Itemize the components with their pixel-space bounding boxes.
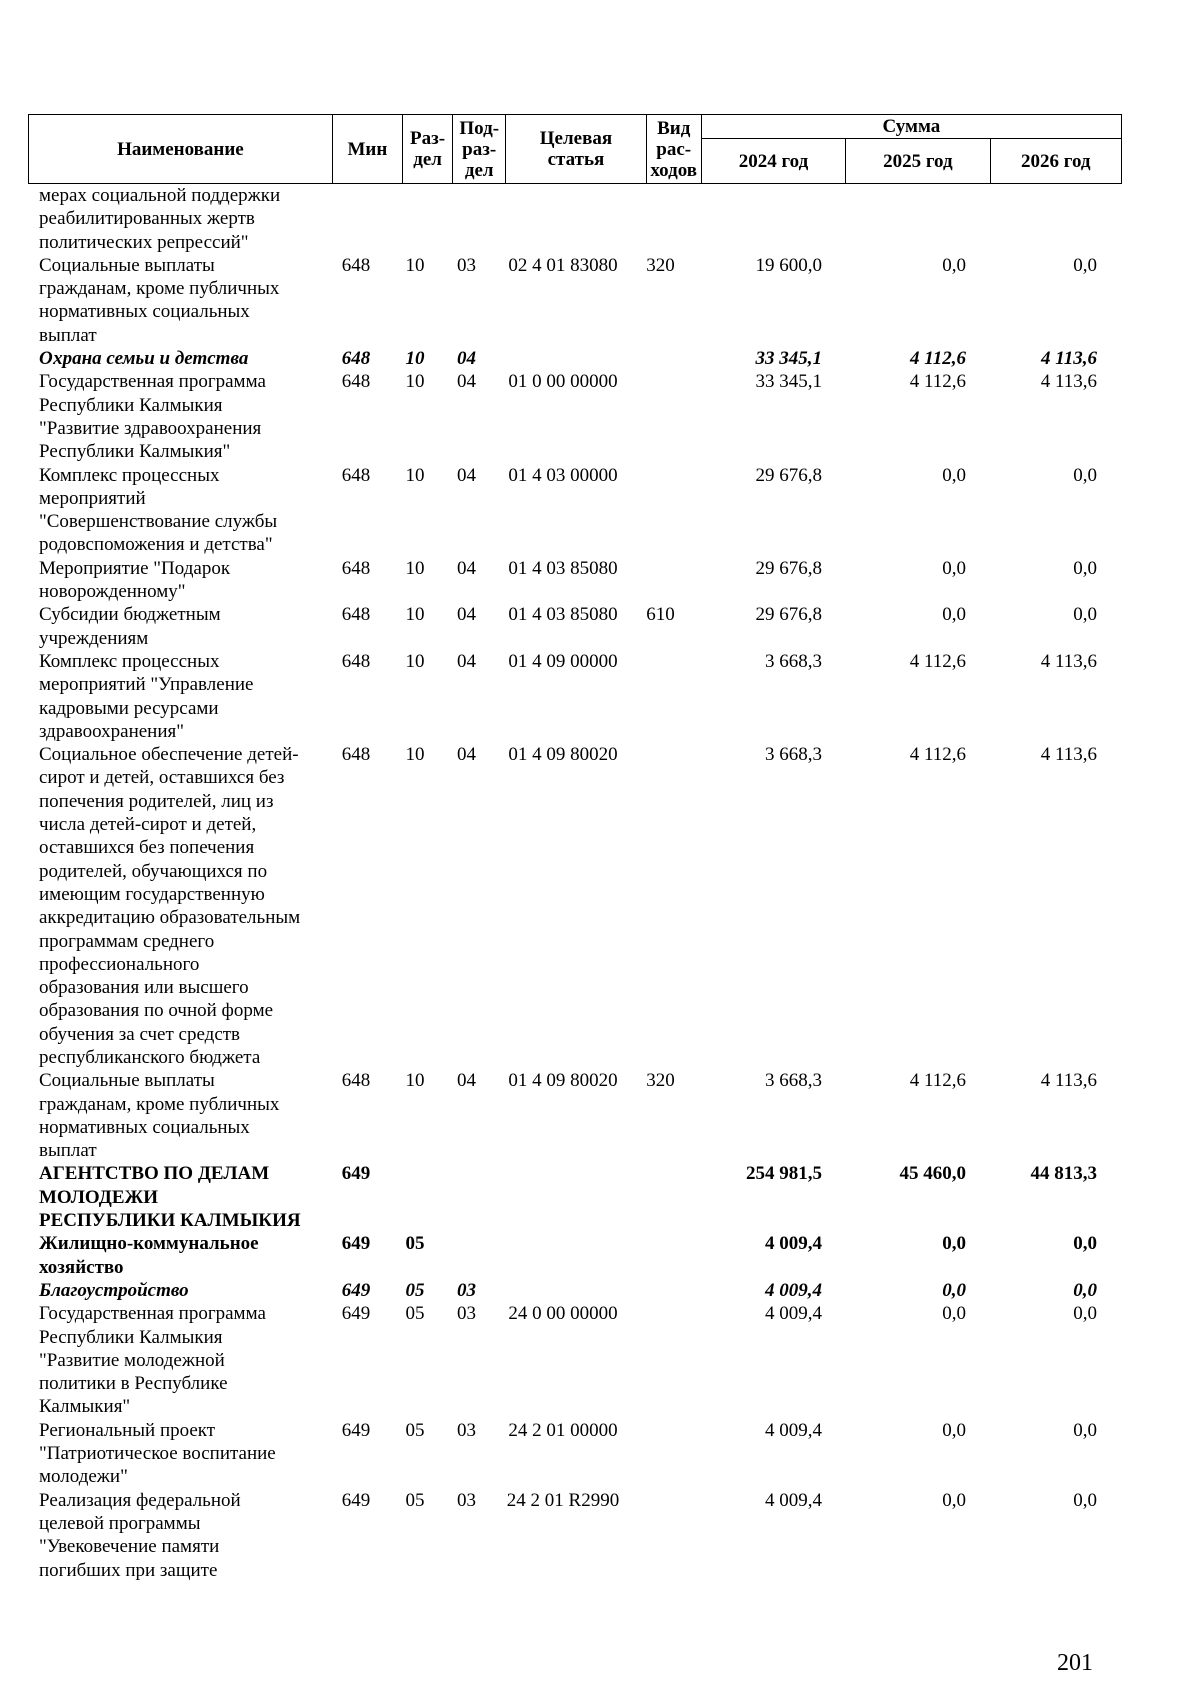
cell-podrazdel: 03 xyxy=(457,1489,476,1511)
cell-s2025: 0,0 xyxy=(942,1303,966,1325)
cell-name-line: программам среднего xyxy=(39,930,215,952)
cell-name-line: обучения за счет средств xyxy=(39,1023,241,1045)
cell-name xyxy=(28,184,320,254)
table-row xyxy=(28,1232,1122,1279)
cell-vid xyxy=(633,347,688,370)
cell-name-line: гражданам, кроме публичных xyxy=(39,278,280,300)
cell-s2024: 29 676,8 xyxy=(755,604,822,626)
cell-name-line: Государственная программа xyxy=(39,371,266,393)
cell-vid xyxy=(633,557,688,604)
cell-celevaya: 24 2 01 R2990 xyxy=(506,1489,620,1511)
cell-s2025: 0,0 xyxy=(942,1279,966,1301)
cell-s2026: 0,0 xyxy=(1073,557,1097,579)
cell-name-line: Комплекс процессных xyxy=(39,650,220,672)
cell-s2025: 4 112,6 xyxy=(909,1070,966,1092)
cell-min: 648 xyxy=(341,464,371,486)
table-row xyxy=(28,254,1122,347)
cell-s2026: 0,0 xyxy=(1073,464,1097,486)
cell-razdel: 05 xyxy=(405,1279,425,1301)
cell-s2026: 0,0 xyxy=(1073,1233,1097,1255)
cell-name xyxy=(28,1232,320,1279)
cell-podrazdel xyxy=(440,1162,493,1232)
cell-s2024: 3 668,3 xyxy=(765,1070,822,1092)
cell-name-line: Социальные выплаты xyxy=(39,254,215,276)
cell-s2024: 4 009,4 xyxy=(765,1419,822,1441)
cell-name xyxy=(28,1279,320,1302)
cell-s2024: 29 676,8 xyxy=(755,557,822,579)
cell-celevaya: 01 4 09 80020 xyxy=(508,744,618,766)
cell-name-line: политических репрессий" xyxy=(39,231,249,253)
cell-name-line: Охрана семьи и детства xyxy=(39,348,249,370)
cell-podrazdel: 03 xyxy=(457,1279,476,1301)
cell-name-line: Комплекс процессных xyxy=(39,464,220,486)
cell-s2026: 0,0 xyxy=(1073,604,1097,626)
header-name: Наименование xyxy=(29,115,333,184)
cell-name-line: новорожденному" xyxy=(39,581,186,603)
cell-vid xyxy=(633,650,688,743)
cell-name-line: Реализация федеральной xyxy=(39,1489,241,1511)
table-row xyxy=(28,1069,1122,1162)
cell-name-line: погибших при защите xyxy=(39,1559,218,1581)
cell-name-line: молодежи" xyxy=(39,1466,128,1488)
table-row xyxy=(28,370,1122,463)
cell-name xyxy=(28,650,320,743)
table-row xyxy=(28,603,1122,650)
cell-s2026: 4 113,6 xyxy=(1040,650,1097,672)
cell-vid xyxy=(633,1279,688,1302)
cell-name-line: мерах социальной поддержки xyxy=(39,185,281,206)
cell-name-line: имеющим государственную xyxy=(39,883,265,905)
table-row xyxy=(28,1279,1122,1302)
cell-name-line: попечения родителей, лиц из xyxy=(39,790,274,812)
cell-razdel xyxy=(390,1162,440,1232)
cell-s2025: 4 112,6 xyxy=(909,744,966,766)
cell-razdel: 10 xyxy=(405,348,425,370)
table-row xyxy=(28,464,1122,557)
cell-name-line: выплат xyxy=(39,1140,97,1162)
cell-name-line: кадровыми ресурсами xyxy=(39,697,219,719)
header-year-2025: 2025 год xyxy=(846,139,990,184)
table-row xyxy=(28,184,1122,254)
cell-vid xyxy=(633,464,688,557)
cell-celevaya: 24 0 00 00000 xyxy=(508,1303,618,1325)
cell-celevaya: 01 4 09 80020 xyxy=(508,1070,618,1092)
budget-table xyxy=(28,114,1122,1582)
cell-razdel xyxy=(390,184,440,254)
cell-s2025: 0,0 xyxy=(942,1233,966,1255)
cell-name-line: профессионального xyxy=(39,953,200,975)
cell-s2024: 4 009,4 xyxy=(765,1489,822,1511)
cell-name-line: целевой программы xyxy=(39,1512,201,1534)
cell-min xyxy=(320,184,390,254)
cell-s2024: 19 600,0 xyxy=(755,254,822,276)
cell-name-line: МОЛОДЕЖИ xyxy=(39,1186,159,1208)
header-razdel: Раз- дел xyxy=(403,115,453,184)
cell-s2025: 0,0 xyxy=(942,557,966,579)
cell-celevaya xyxy=(493,184,633,254)
cell-podrazdel: 04 xyxy=(457,348,476,370)
cell-name-line: Мероприятие "Подарок xyxy=(39,557,231,579)
cell-name-line: здравоохранения" xyxy=(39,720,184,742)
cell-s2025: 0,0 xyxy=(942,254,966,276)
cell-vid xyxy=(633,184,688,254)
cell-name xyxy=(28,1302,320,1418)
cell-razdel: 05 xyxy=(405,1419,425,1441)
cell-razdel: 10 xyxy=(405,744,425,766)
cell-celevaya xyxy=(493,1232,633,1279)
cell-name xyxy=(28,557,320,604)
cell-min: 649 xyxy=(341,1163,371,1185)
cell-podrazdel: 03 xyxy=(457,1419,476,1441)
cell-name-line: мероприятий "Управление xyxy=(39,674,254,696)
header-vid: Вид рас- ходов xyxy=(646,115,701,184)
cell-s2024: 29 676,8 xyxy=(755,464,822,486)
cell-s2024: 33 345,1 xyxy=(755,371,822,393)
cell-min: 649 xyxy=(341,1233,371,1255)
cell-vid xyxy=(633,1302,688,1418)
cell-podrazdel: 03 xyxy=(457,1303,476,1325)
cell-name-line: Республики Калмыкия xyxy=(39,1326,223,1348)
cell-min: 648 xyxy=(341,371,371,393)
cell-name-line: родителей, обучающихся по xyxy=(39,860,268,882)
cell-razdel: 10 xyxy=(405,604,425,626)
cell-s2026: 0,0 xyxy=(1073,1303,1097,1325)
cell-celevaya xyxy=(493,1162,633,1232)
cell-name-line: Социальные выплаты xyxy=(39,1070,215,1092)
cell-name-line: "Совершенствование службы xyxy=(39,511,278,533)
cell-s2025: 0,0 xyxy=(942,604,966,626)
cell-s2024 xyxy=(688,184,832,254)
page-number: 201 xyxy=(1057,1650,1093,1676)
cell-razdel: 10 xyxy=(405,557,425,579)
cell-razdel: 05 xyxy=(405,1233,425,1255)
cell-celevaya: 02 4 01 83080 xyxy=(508,254,618,276)
cell-vid xyxy=(633,1232,688,1279)
cell-s2026 xyxy=(976,184,1107,254)
cell-min: 648 xyxy=(341,1070,371,1092)
cell-s2025: 0,0 xyxy=(942,1419,966,1441)
cell-name-line: аккредитацию образовательным xyxy=(39,907,301,929)
cell-s2025: 4 112,6 xyxy=(909,371,966,393)
cell-podrazdel: 04 xyxy=(457,371,476,393)
cell-razdel: 10 xyxy=(405,371,425,393)
cell-vid xyxy=(633,1489,688,1582)
cell-podrazdel: 04 xyxy=(457,464,476,486)
cell-name-line: Субсидии бюджетным xyxy=(39,604,221,626)
cell-name-line: Благоустройство xyxy=(39,1279,189,1301)
cell-vid: 320 xyxy=(646,1070,675,1092)
cell-podrazdel xyxy=(440,1232,493,1279)
cell-vid xyxy=(633,743,688,1069)
cell-s2026: 0,0 xyxy=(1073,1279,1097,1301)
cell-s2026: 0,0 xyxy=(1073,1419,1097,1441)
cell-name-line: Региональный проект xyxy=(39,1419,216,1441)
cell-celevaya xyxy=(493,347,633,370)
header-podrazdel: Под- раз- дел xyxy=(453,115,506,184)
table-row xyxy=(28,650,1122,743)
cell-razdel: 10 xyxy=(405,650,425,672)
cell-name-line: "Развитие молодежной xyxy=(39,1349,225,1371)
cell-min: 648 xyxy=(341,557,371,579)
cell-min: 648 xyxy=(341,254,371,276)
cell-name-line: оставшихся без попечения xyxy=(39,837,255,859)
cell-name-line: АГЕНТСТВО ПО ДЕЛАМ xyxy=(39,1163,270,1185)
cell-celevaya xyxy=(493,1279,633,1302)
cell-name-line: Республики Калмыкия xyxy=(39,394,223,416)
cell-name-line: образования или высшего xyxy=(39,977,249,999)
cell-razdel: 10 xyxy=(405,254,425,276)
cell-s2026: 0,0 xyxy=(1073,254,1097,276)
cell-celevaya: 01 4 03 85080 xyxy=(508,557,618,579)
cell-name-line: реабилитированных жертв xyxy=(39,208,255,230)
cell-name-line: учреждениям xyxy=(39,627,149,649)
cell-s2026: 44 813,3 xyxy=(1030,1163,1097,1185)
cell-name-line: "Развитие здравоохранения xyxy=(39,417,262,439)
cell-min: 648 xyxy=(341,744,371,766)
cell-vid: 320 xyxy=(646,254,675,276)
cell-name-line: сирот и детей, оставшихся без xyxy=(39,767,285,789)
cell-name-line: политики в Республике xyxy=(39,1373,228,1395)
cell-name-line: нормативных социальных xyxy=(39,1116,250,1138)
cell-s2025: 45 460,0 xyxy=(899,1163,966,1185)
cell-vid xyxy=(633,370,688,463)
cell-s2026: 4 113,6 xyxy=(1040,1070,1097,1092)
cell-name-line: Республики Калмыкия" xyxy=(39,441,231,463)
cell-podrazdel: 04 xyxy=(457,1070,476,1092)
cell-name-line: мероприятий xyxy=(39,487,146,509)
cell-razdel: 10 xyxy=(405,464,425,486)
cell-s2024: 4 009,4 xyxy=(765,1303,822,1325)
cell-name-line: республиканского бюджета xyxy=(39,1046,261,1068)
cell-name xyxy=(28,603,320,650)
cell-celevaya: 01 0 00 00000 xyxy=(508,371,618,393)
cell-min: 648 xyxy=(341,604,371,626)
cell-s2025: 4 112,6 xyxy=(910,348,966,370)
cell-s2025: 0,0 xyxy=(942,1489,966,1511)
cell-podrazdel: 03 xyxy=(457,254,476,276)
cell-razdel: 05 xyxy=(405,1303,425,1325)
cell-name-line: образования по очной форме xyxy=(39,1000,274,1022)
cell-name-line: числа детей-сирот и детей, xyxy=(39,814,257,836)
cell-podrazdel: 04 xyxy=(457,650,476,672)
cell-name xyxy=(28,1489,320,1582)
cell-name xyxy=(28,743,320,1069)
cell-podrazdel xyxy=(440,184,493,254)
cell-s2026: 4 113,6 xyxy=(1041,348,1097,370)
table-row xyxy=(28,347,1122,370)
cell-min: 649 xyxy=(341,1279,371,1301)
cell-s2025: 0,0 xyxy=(942,464,966,486)
cell-name-line: хозяйство xyxy=(39,1256,124,1278)
cell-podrazdel: 04 xyxy=(457,557,476,579)
cell-min: 649 xyxy=(341,1419,371,1441)
header-min: Мин xyxy=(332,115,402,184)
cell-name-line: Государственная программа xyxy=(39,1303,266,1325)
cell-name xyxy=(28,464,320,557)
cell-vid: 610 xyxy=(646,604,675,626)
table-row xyxy=(28,1419,1122,1489)
table-row xyxy=(28,1162,1122,1232)
header-celevaya: Целевая статья xyxy=(506,115,646,184)
cell-s2026: 0,0 xyxy=(1073,1489,1097,1511)
cell-s2026: 4 113,6 xyxy=(1040,744,1097,766)
cell-name xyxy=(28,254,320,347)
cell-name xyxy=(28,1162,320,1232)
cell-celevaya: 24 2 01 00000 xyxy=(508,1419,618,1441)
cell-name-line: выплат xyxy=(39,324,97,346)
table-row xyxy=(28,1302,1122,1418)
cell-name-line: родовспоможения и детства" xyxy=(39,534,273,556)
cell-s2024: 33 345,1 xyxy=(755,348,822,370)
cell-celevaya: 01 4 03 85080 xyxy=(508,604,618,626)
cell-razdel: 10 xyxy=(405,1070,425,1092)
cell-name-line: Калмыкия" xyxy=(39,1396,131,1418)
cell-name-line: гражданам, кроме публичных xyxy=(39,1093,280,1115)
header-year-2024: 2024 год xyxy=(701,139,845,184)
cell-celevaya: 01 4 03 00000 xyxy=(508,464,618,486)
cell-min: 649 xyxy=(341,1303,371,1325)
cell-name xyxy=(28,1419,320,1489)
cell-min: 648 xyxy=(341,348,371,370)
cell-s2024: 3 668,3 xyxy=(765,744,822,766)
cell-name-line: Жилищно-коммунальное xyxy=(39,1233,259,1255)
cell-name-line: "Увековечение памяти xyxy=(39,1536,220,1558)
cell-s2025: 4 112,6 xyxy=(909,650,966,672)
cell-vid xyxy=(633,1419,688,1489)
table-row xyxy=(28,557,1122,604)
table-row xyxy=(28,743,1122,1069)
cell-name-line: нормативных социальных xyxy=(39,301,250,323)
cell-s2024: 4 009,4 xyxy=(765,1279,822,1301)
table-row xyxy=(28,1489,1122,1582)
cell-s2024: 3 668,3 xyxy=(765,650,822,672)
cell-name xyxy=(28,1069,320,1162)
table-header xyxy=(28,114,1122,184)
table-body xyxy=(28,184,1122,1582)
cell-razdel: 05 xyxy=(405,1489,425,1511)
cell-name-line: Социальное обеспечение детей- xyxy=(39,744,299,766)
cell-vid xyxy=(633,1162,688,1232)
cell-name xyxy=(28,347,320,370)
cell-podrazdel: 04 xyxy=(457,744,476,766)
cell-celevaya: 01 4 09 00000 xyxy=(508,650,618,672)
cell-name-line: "Патриотическое воспитание xyxy=(39,1443,276,1465)
cell-s2024: 4 009,4 xyxy=(765,1233,822,1255)
cell-s2025 xyxy=(832,184,976,254)
cell-s2024: 254 981,5 xyxy=(746,1163,822,1185)
cell-min: 648 xyxy=(341,650,371,672)
header-year-2026: 2026 год xyxy=(990,139,1121,184)
cell-podrazdel: 04 xyxy=(457,604,476,626)
header-summa: Сумма xyxy=(701,115,1121,139)
cell-min: 649 xyxy=(341,1489,371,1511)
cell-s2026: 4 113,6 xyxy=(1040,371,1097,393)
cell-name-line: РЕСПУБЛИКИ КАЛМЫКИЯ xyxy=(39,1210,301,1232)
cell-name xyxy=(28,370,320,463)
